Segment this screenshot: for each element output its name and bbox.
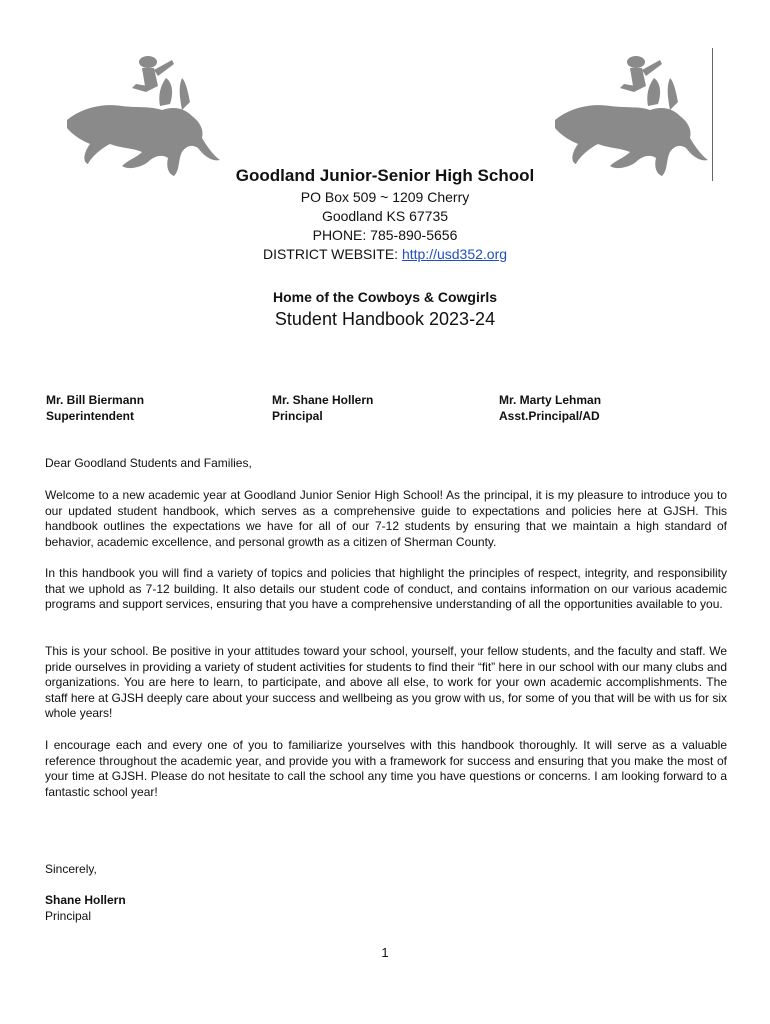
tagline: Home of the Cowboys & Cowgirls [272, 289, 497, 305]
letter-closing: Sincerely, [45, 862, 97, 876]
bronc-rider-logo-icon [550, 48, 710, 183]
header-divider [712, 48, 713, 181]
bronc-rider-logo-icon [62, 48, 222, 183]
staff-title: Asst.Principal/AD [499, 409, 600, 423]
address-line1: PO Box 509 ~ 1209 Cherry [300, 189, 470, 205]
letter-paragraph: This is your school. Be positive in your attitudes toward your school, yourself, your fellow students, and the faculty and staff. We pride ourselves in providing a variety of student activities for students to find their “fit” here in our school with our many clubs and organizations. You are here to learn, to participate, and above all else, to work for your own academic accomplishments. The staff here at GJSH deeply care about your success and wellbeing as you grow with us, for some of you that will be with us for six whole years! [45, 644, 727, 720]
letter-paragraph: In this handbook you will find a variety of topics and policies that highlight the principles of respect, integrity, and responsibility that we uphold as 7-12 building. It also details our student code of conduct, and contains information on our various academic programs and support services, ensuring that you have a comprehensive understanding of all the opportunities available to you. [45, 566, 727, 611]
letter-paragraph: Welcome to a new academic year at Goodland Junior Senior High School! As the principal, it is my pleasure to introduce you to our updated student handbook, which serves as a comprehensive guide to expectations and policies here at GJSH. This handbook outlines the expectations we have for all of our 7-12 students by ensuring that we maintain a high standard of behavior, academic excellence, and personal growth as a citizen of Sherman County. [45, 488, 727, 549]
staff-superintendent [46, 392, 144, 424]
staff-title: Superintendent [46, 409, 135, 423]
staff-name: Mr. Shane Hollern [272, 393, 374, 407]
staff-title: Principal [272, 409, 323, 423]
staff-name: Mr. Marty Lehman [499, 393, 602, 407]
page-number: 1 [381, 945, 389, 960]
staff-principal [272, 392, 373, 424]
website-link[interactable]: http://usd352.org [401, 246, 508, 262]
handbook-title: Student Handbook 2023-24 [274, 309, 496, 329]
staff-name: Mr. Bill Biermann [46, 393, 145, 407]
phone-number: PHONE: 785-890-5656 [312, 227, 458, 243]
address-line2: Goodland KS 67735 [321, 208, 449, 224]
letter-greeting: Dear Goodland Students and Families, [45, 456, 252, 470]
letter-paragraph: I encourage each and every one of you to familiarize yourselves with this handbook thoroughly. It will serve as a valuable reference throughout the academic year, and provide you with a framework for success and ensuring that you make the most of your time at GJSH. Please do not hesitate to call the school any time you have questions or concerns. I am looking forward to a fantastic school year! [45, 738, 727, 799]
staff-asst-principal [499, 392, 601, 424]
website-label: DISTRICT WEBSITE: [262, 246, 402, 262]
district-website [0, 245, 770, 264]
school-name: Goodland Junior-Senior High School [235, 166, 535, 185]
signer-name: Shane Hollern [45, 893, 126, 907]
signer-title: Principal [45, 909, 92, 923]
